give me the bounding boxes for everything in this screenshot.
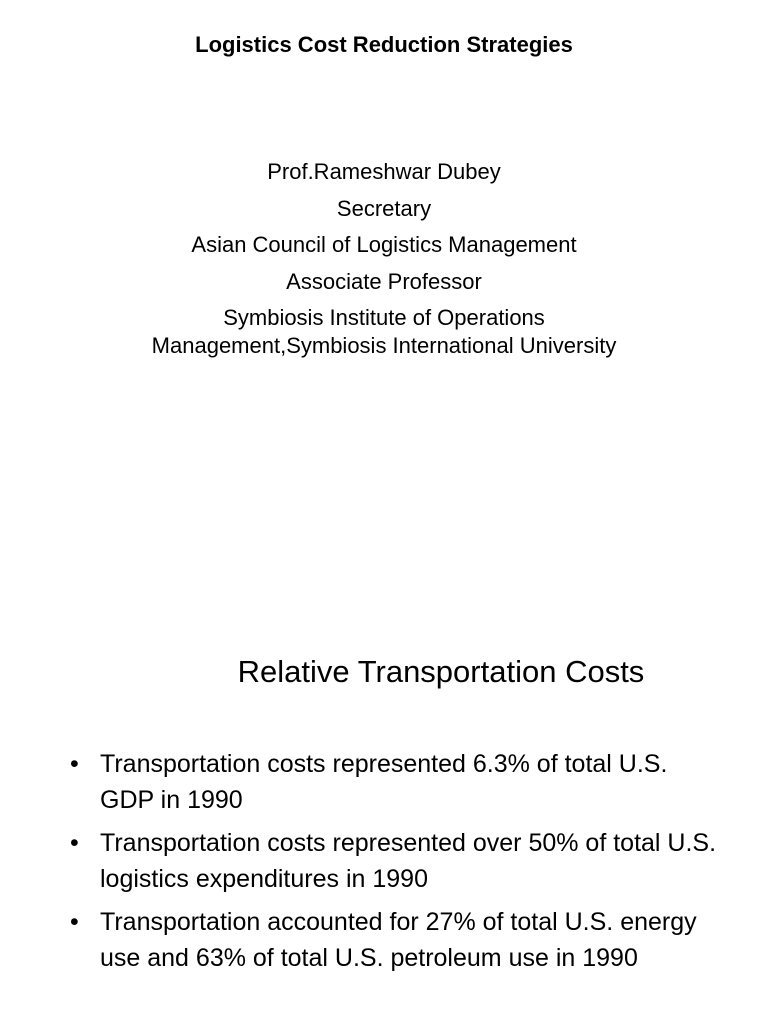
slide-title: Logistics Cost Reduction Strategies (195, 32, 573, 57)
author-institute-line-2: Management,Symbiosis International University (151, 333, 617, 358)
author-institute-line-1: Symbiosis Institute of Operations (223, 305, 545, 330)
bullet-icon: • (70, 829, 79, 857)
author-organization: Asian Council of Logistics Management (191, 232, 577, 257)
author-name: Prof.Rameshwar Dubey (267, 159, 501, 184)
list-item (68, 746, 718, 818)
list-item (68, 904, 718, 976)
content-slide (0, 560, 768, 1024)
list-item (68, 825, 718, 897)
bullet-text: Transportation costs represented over 50% of total U.S. logistics expenditures in 1990 (100, 829, 717, 893)
author-info (84, 158, 684, 360)
author-role-professor: Associate Professor (286, 268, 482, 294)
slide-heading: Relative Transportation Costs (237, 654, 645, 689)
bullet-text: Transportation costs represented 6.3% of total U.S. GDP in 1990 (100, 750, 668, 814)
bullet-text: Transportation accounted for 27% of total U.S. energy use and 63% of total U.S. petroleum use in 1990 (100, 908, 697, 972)
bullet-list (68, 746, 718, 983)
bullet-icon: • (70, 750, 79, 778)
bullet-icon: • (70, 908, 79, 936)
author-role-secretary: Secretary (336, 195, 432, 221)
